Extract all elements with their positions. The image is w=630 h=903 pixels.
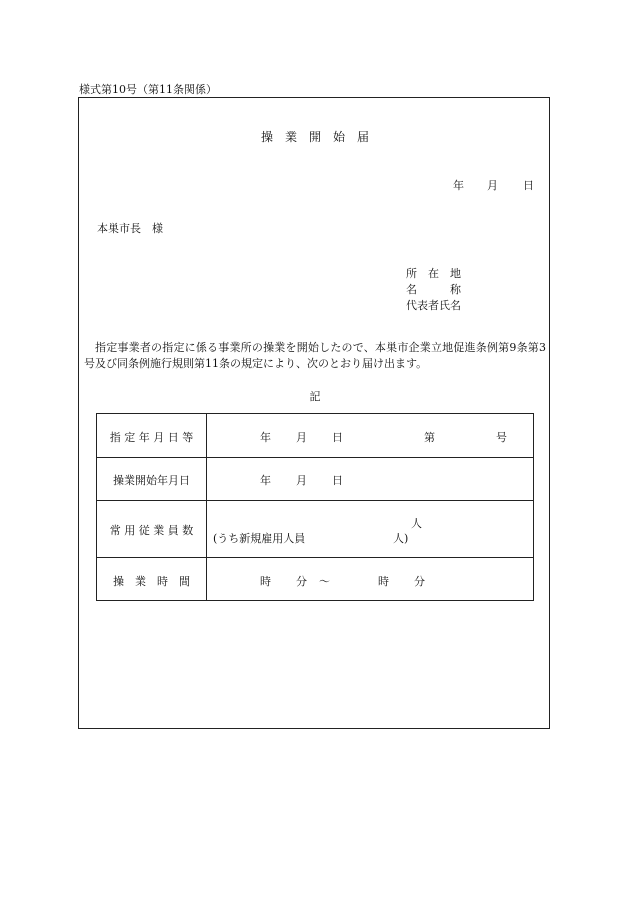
table-divider-vertical — [206, 414, 207, 600]
designation-number-prefix: 第 — [424, 431, 435, 444]
name-label: 名 称 — [406, 283, 461, 296]
row-label-start-date: 操業開始年月日 — [113, 474, 190, 487]
designation-number-suffix: 号 — [496, 431, 507, 444]
row-label-operating-hours: 操 業 時 間 — [113, 575, 190, 588]
row-label-designation-date: 指 定 年 月 日 等 — [109, 431, 194, 444]
representative-label: 代表者氏名 — [406, 299, 461, 312]
table-divider — [97, 557, 533, 558]
body-text: 指定事業者の指定に係る事業所の操業を開始したので、本巣市企業立地促進条例第9条第3号及び同条例施行規則第11条の規定により、次のとおり届け出ます。 — [84, 341, 546, 370]
start-year-label: 年 — [260, 474, 271, 487]
details-table — [96, 413, 534, 601]
hours-start-hour: 時 — [260, 575, 271, 588]
hours-start-minute: 分 — [296, 575, 307, 588]
designation-year-label: 年 — [260, 431, 271, 444]
date-day-label: 日 — [523, 179, 534, 192]
date-month-label: 月 — [487, 179, 498, 192]
date-year-label: 年 — [453, 179, 464, 192]
designation-month-label: 月 — [296, 431, 307, 444]
hours-end-minute: 分 — [414, 575, 425, 588]
document-title: 操 業 開 始 届 — [260, 130, 369, 144]
table-divider — [97, 457, 533, 458]
form-code: 様式第10号（第11条関係） — [79, 83, 217, 96]
ki-heading: 記 — [309, 390, 321, 403]
employees-persons-unit: 人 — [411, 517, 422, 530]
start-day-label: 日 — [332, 474, 343, 487]
hours-end-hour: 時 — [378, 575, 389, 588]
row-label-employees: 常 用 従 業 員 数 — [109, 524, 194, 537]
location-label: 所 在 地 — [406, 267, 461, 280]
start-month-label: 月 — [296, 474, 307, 487]
designation-day-label: 日 — [332, 431, 343, 444]
new-hire-prefix: (うち新規雇用人員 — [213, 532, 306, 545]
recipient: 本巣市長 様 — [97, 222, 163, 235]
table-divider — [97, 500, 533, 501]
new-hire-suffix: 人) — [393, 532, 409, 545]
hours-tilde: ～ — [319, 575, 330, 588]
